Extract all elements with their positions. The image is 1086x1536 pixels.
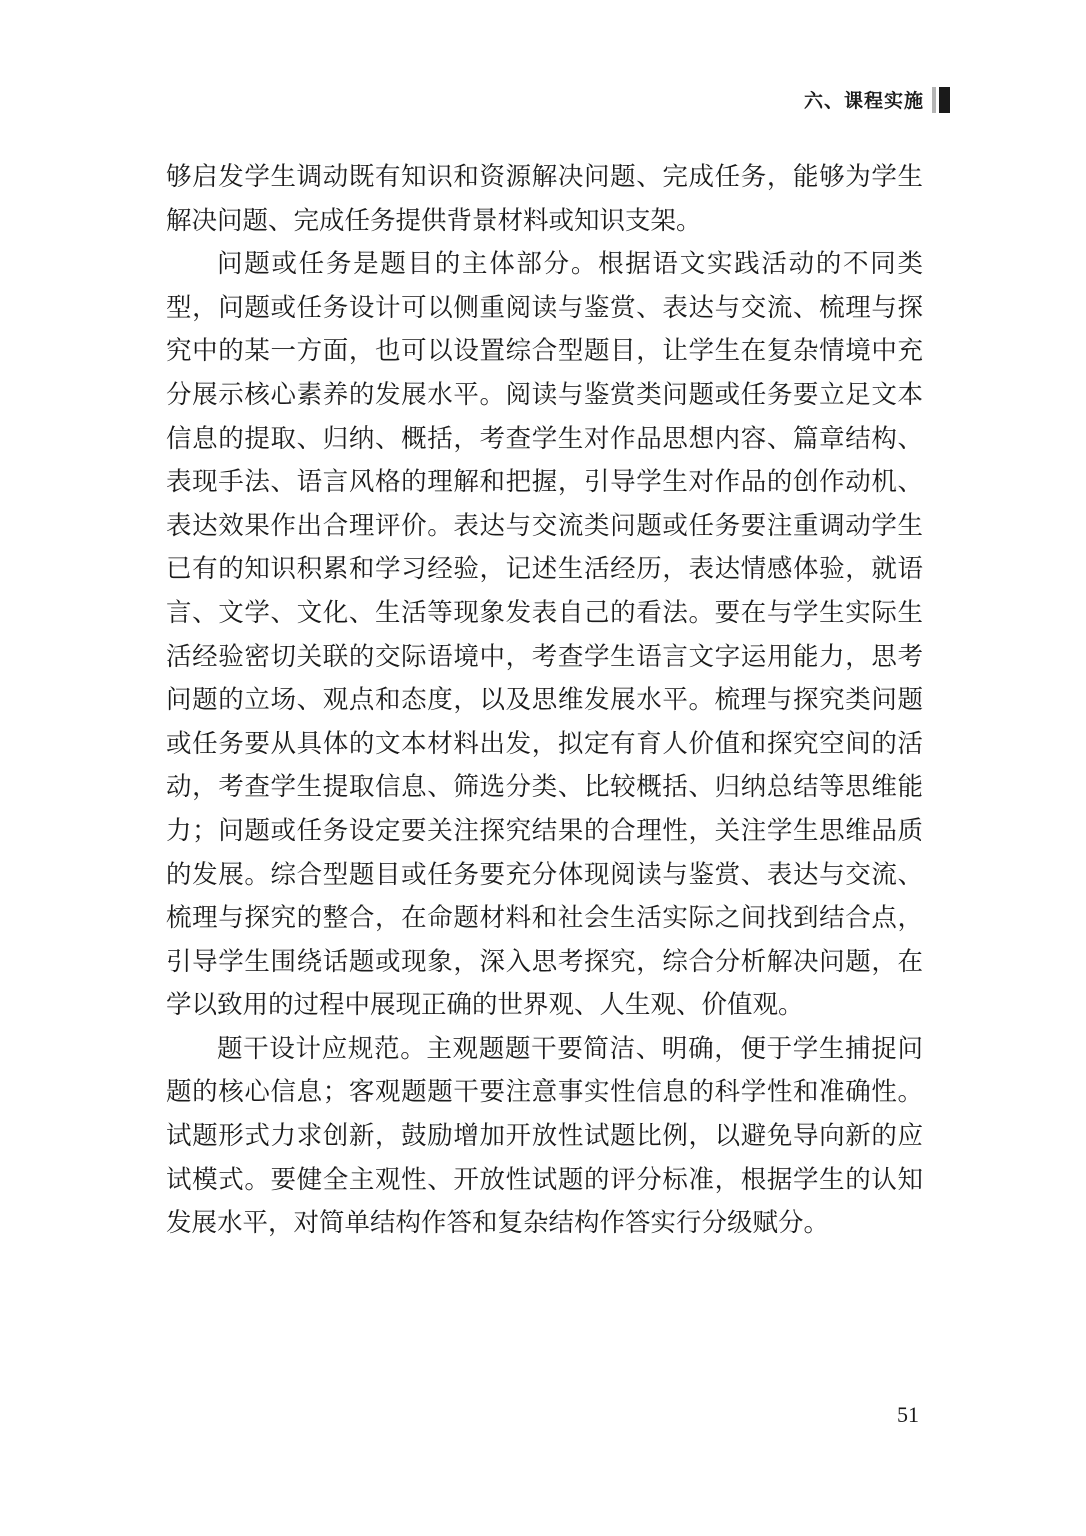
paragraph: 题干设计应规范。主观题题干要简洁、明确，便于学生捕捉问题的核心信息；客观题题干要注意事实性信息的科学性和准确性。试题形式力求创新，鼓励增加开放性试题比例，以避免导向新的应试模式。要健全主观性、开放性试题的评分标准，根据学生的认知发展水平，对简单结构作答和复杂结构作答实行分级赋分。 [166, 1033, 923, 1239]
paragraph-continued: 够启发学生调动既有知识和资源解决问题、完成任务，能够为学生解决问题、完成任务提供背景材料或知识支架。 [166, 162, 923, 236]
header-bar-ornament [932, 87, 950, 113]
page-number: 51 [897, 1402, 919, 1427]
paragraph: 问题或任务是题目的主体部分。根据语文实践活动的不同类型，问题或任务设计可以侧重阅读与鉴赏、表达与交流、梳理与探究中的某一方面，也可以设置综合型题目，让学生在复杂情境中充分展示核心素养的发展水平。阅读与鉴赏类问题或任务要立足文本信息的提取、归纳、概括，考查学生对作品思想内容、篇章结构、表现手法、语言风格的理解和把握，引导学生对作品的创作动机、表达效果作出合理评价。表达与交流类问题或任务要注重调动学生已有的知识积累和学习经验，记述生活经历，表达情感体验，就语言、文学、文化、生活等现象发表自己的看法。要在与学生实际生活经验密切关联的交际语境中，考查学生语言文字运用能力，思考问题的立场、观点和态度，以及思维发展水平。梳理与探究类问题或任务要从具体的文本材料出发，拟定有育人价值和探究空间的活动，考查学生提取信息、筛选分类、比较概括、归纳总结等思维能力；问题或任务设定要关注探究结果的合理性，关注学生思维品质的发展。综合型题目或任务要充分体现阅读与鉴赏、表达与交流、梳理与探究的整合，在命题材料和社会生活实际之间找到结合点，引导学生围绕话题或现象，深入思考探究，综合分析解决问题，在学以致用的过程中展现正确的世界观、人生观、价值观。 [166, 249, 923, 1021]
running-header [804, 86, 950, 113]
header-bar-thin [932, 87, 936, 113]
chapter-title: 六、课程实施 [803, 90, 924, 112]
header-bar-thick [939, 87, 950, 113]
body-text [166, 156, 923, 1246]
